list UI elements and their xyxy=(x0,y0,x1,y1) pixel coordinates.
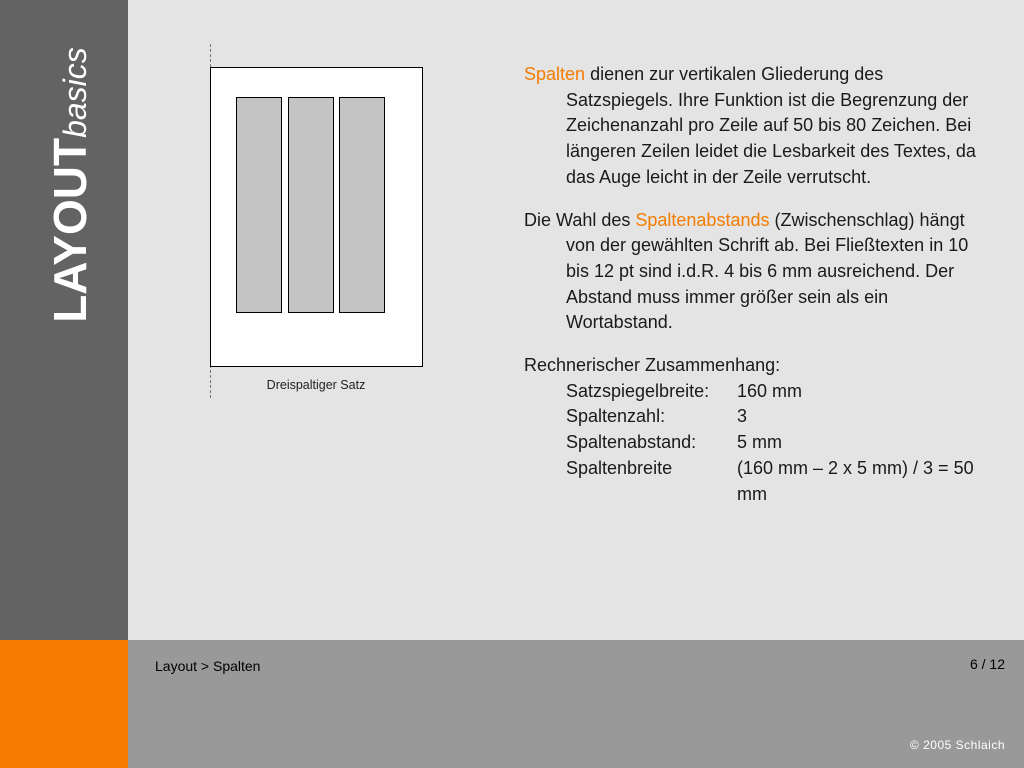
paragraph-gutter xyxy=(524,208,984,337)
calc-value: (160 mm – 2 x 5 mm) / 3 = 50 mm xyxy=(737,457,974,504)
column-2 xyxy=(288,97,334,313)
paragraph-gutter-text: (Zwischenschlag) hängt von der gewählten Schrift ab. Bei Fließtexten in 10 bis 12 pt sind i.d.R. 4 bis 6 mm ausreichend. Der Abstand muss immer größer sein als ein Wortabstand. xyxy=(566,209,969,333)
calc-label: Spaltenzahl: xyxy=(566,406,666,427)
calc-row xyxy=(524,430,984,456)
column-3 xyxy=(339,97,385,313)
brand-light: basics xyxy=(57,47,93,138)
calc-row xyxy=(524,404,984,430)
paragraph-gutter-intro: Die Wahl des xyxy=(524,209,636,230)
paragraph-columns-text: dienen zur vertikalen Gliederung des Satzspiegels. Ihre Funktion ist die Begrenzung der Zeichenanzahl pro Zeile auf 50 bis 80 Zeichen. Bei längeren Zeilen leidet die Lesbarkeit des Textes, da das Auge leicht in der Zeile verrutscht. xyxy=(566,64,976,187)
calc-value: 3 xyxy=(737,406,748,427)
calculation-title: Rechnerischer Zusammenhang: xyxy=(524,355,781,376)
three-column-diagram xyxy=(200,40,440,400)
page-outline xyxy=(210,67,423,367)
calc-label: Satzspiegelbreite: xyxy=(566,380,710,401)
brand-title xyxy=(44,47,96,323)
copyright: © 2005 Schlaich xyxy=(909,738,1005,752)
calc-label: Spaltenabstand: xyxy=(566,432,697,453)
term-spalten: Spalten xyxy=(524,64,586,84)
column-1 xyxy=(236,97,282,313)
body-text xyxy=(524,62,984,507)
breadcrumb: Layout > Spalten xyxy=(155,658,261,674)
calc-row xyxy=(524,456,984,507)
brand-strong: LAYOUT xyxy=(44,137,96,323)
calc-row xyxy=(524,379,984,405)
calc-value: 160 mm xyxy=(737,380,803,401)
page-number: 6 / 12 xyxy=(969,656,1005,672)
calc-label: Spaltenbreite xyxy=(566,457,673,478)
calc-value: 5 mm xyxy=(737,432,782,453)
footer-bar xyxy=(128,640,1024,768)
term-spaltenabstand: Spaltenabstands xyxy=(635,209,770,230)
figure-caption: Dreispaltiger Satz xyxy=(266,378,366,392)
calculation-block xyxy=(524,353,984,507)
paragraph-columns xyxy=(524,62,984,191)
sidebar xyxy=(0,0,128,640)
orange-accent-block xyxy=(0,640,128,768)
